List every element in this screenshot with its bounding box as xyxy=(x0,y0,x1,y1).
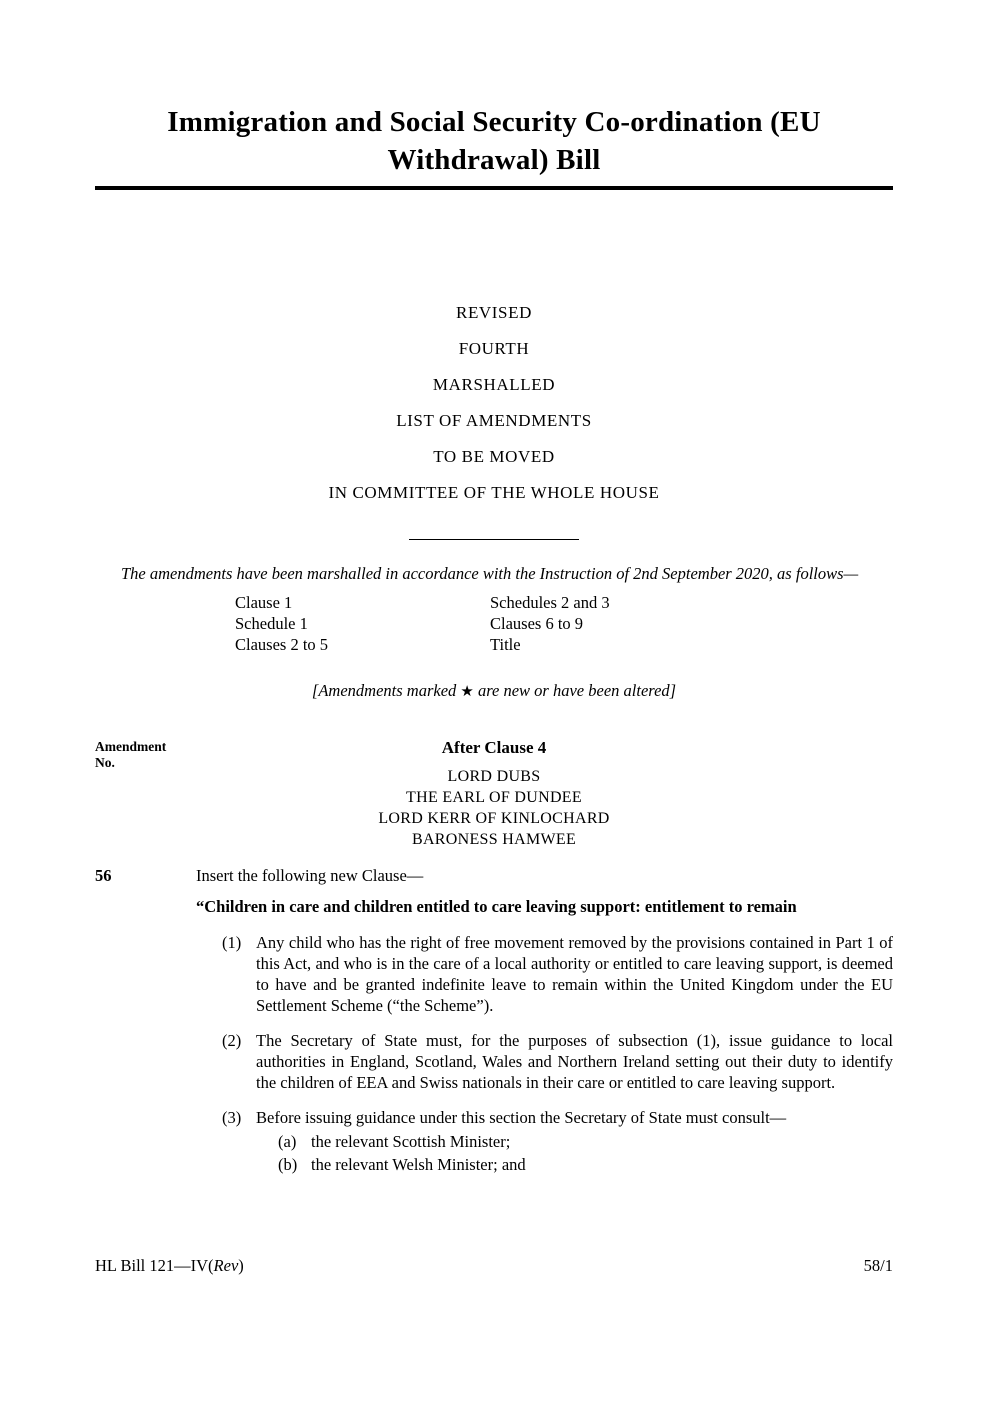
star-note xyxy=(95,681,893,701)
order-item: Schedule 1 xyxy=(235,614,308,633)
heading-line-list-of-amendments: LIST OF AMENDMENTS xyxy=(396,411,592,430)
order-item: Title xyxy=(490,635,521,654)
order-item: Schedules 2 and 3 xyxy=(490,593,610,612)
footer-page-number: 58/1 xyxy=(863,1256,893,1275)
heading-line-revised: REVISED xyxy=(456,303,532,322)
sub-item-number: (b) xyxy=(278,1155,298,1174)
order-column-left xyxy=(235,592,490,655)
heading-line-fourth: FOURTH xyxy=(458,339,530,358)
document-heading-block xyxy=(95,304,893,501)
subsection-number: (3) xyxy=(222,1108,242,1127)
subsection-2 xyxy=(196,1030,893,1093)
title-rule xyxy=(95,186,893,190)
page-footer xyxy=(95,1256,893,1276)
bill-title-line1: Immigration and Social Security Co-ordination (EU xyxy=(167,106,821,138)
amendment-label-line2: No. xyxy=(95,755,115,770)
clause-heading: “Children in care and children entitled to care leaving support: entitlement to remain xyxy=(196,897,797,916)
amendment-section-header xyxy=(95,737,893,770)
subsection-text: The Secretary of State must, for the purposes of subsection (1), issue guidance to local authorities in England, Scotland, Wales and Northern Ireland setting out their duty to identify the children of EEA and Swiss nationals in their care or entitled to care leaving support. xyxy=(256,1031,893,1092)
heading-line-committee: IN COMMITTEE OF THE WHOLE HOUSE xyxy=(328,483,660,502)
subsection-text-lead: Before issuing guidance under this section the Secretary of State must consult— xyxy=(256,1108,787,1127)
subsection-text xyxy=(256,1107,893,1176)
mover-name: BARONESS HAMWEE xyxy=(411,831,577,848)
star-icon: ★ xyxy=(460,684,474,700)
separator-rule xyxy=(409,539,579,540)
marshalling-order-table xyxy=(235,592,893,655)
amendment-no-column-label xyxy=(95,739,185,771)
star-note-post: are new or have been altered] xyxy=(473,681,677,700)
footer-bill-rev: Rev xyxy=(213,1256,239,1275)
amendment-number: 56 xyxy=(95,866,112,885)
sub-item-text: the relevant Welsh Minister; and xyxy=(311,1155,526,1174)
marshalling-note: The amendments have been marshalled in accordance with the Instruction of 2nd September 2020, as follows— xyxy=(121,564,859,583)
bill-title xyxy=(95,0,893,179)
mover-name: LORD DUBS xyxy=(447,768,541,785)
subsection-1 xyxy=(196,932,893,1016)
order-column-right xyxy=(490,592,893,655)
sub-item-b xyxy=(256,1153,893,1176)
sub-item-number: (a) xyxy=(278,1132,297,1151)
section-heading: After Clause 4 xyxy=(441,738,547,757)
amendment-56 xyxy=(95,865,893,1176)
star-note-pre: [Amendments marked xyxy=(311,681,461,700)
mover-name: LORD KERR OF KINLOCHARD xyxy=(378,810,610,827)
order-item: Clauses 6 to 9 xyxy=(490,614,584,633)
sub-item-list xyxy=(256,1130,893,1176)
order-item: Clauses 2 to 5 xyxy=(235,635,329,654)
amendment-body xyxy=(196,865,893,1176)
heading-line-marshalled: MARSHALLED xyxy=(432,375,556,394)
subsection-number: (2) xyxy=(222,1031,242,1050)
heading-line-to-be-moved: TO BE MOVED xyxy=(433,447,555,466)
subsection-number: (1) xyxy=(222,933,242,952)
amendment-label-line1: Amendment xyxy=(95,739,167,754)
sub-item-text: the relevant Scottish Minister; xyxy=(311,1132,511,1151)
footer-bill-number xyxy=(95,1256,244,1276)
mover-name: THE EARL OF DUNDEE xyxy=(406,789,582,806)
order-item: Clause 1 xyxy=(235,593,293,612)
sub-item-a xyxy=(256,1130,893,1153)
footer-bill-post: ) xyxy=(238,1256,244,1275)
amendment-instruction: Insert the following new Clause— xyxy=(196,866,424,885)
bill-title-line2: Withdrawal) Bill xyxy=(387,144,601,176)
footer-bill-pre: HL Bill 121—IV( xyxy=(95,1256,214,1275)
movers-list xyxy=(95,766,893,850)
subsection-text: Any child who has the right of free movement removed by the provisions contained in Part 1 of this Act, and who is in the care of a local authority or entitled to care leaving support, is deemed to have and be granted indefinite leave to remain within the United Kingdom under the EU Settlement Scheme (“the Scheme”). xyxy=(256,933,893,1015)
subsection-3 xyxy=(196,1107,893,1176)
